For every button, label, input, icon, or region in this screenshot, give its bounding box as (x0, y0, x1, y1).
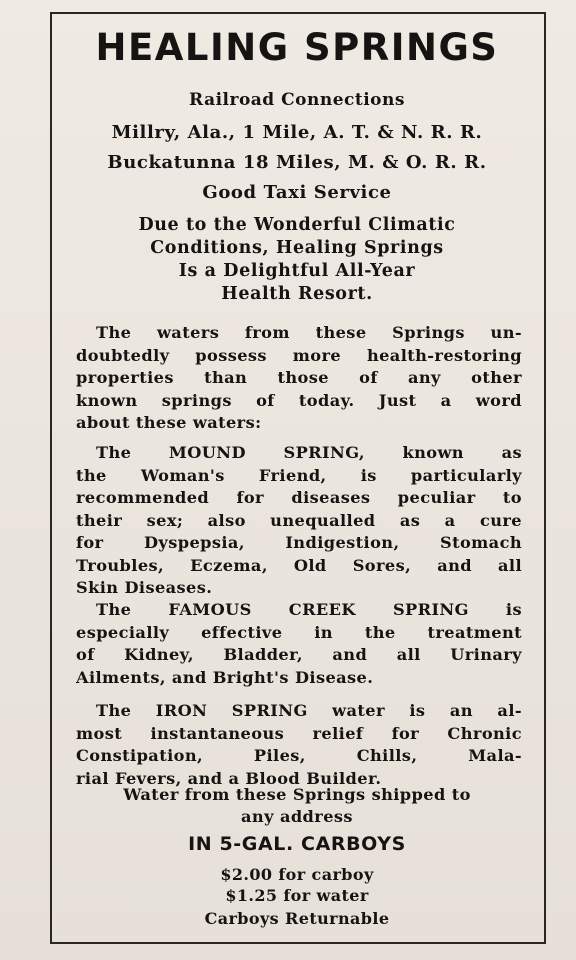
intro-paragraph (76, 322, 522, 435)
text-line: The MOUND SPRING, known as (96, 443, 522, 462)
text-line: Skin Diseases. (76, 578, 213, 597)
connection-line: Good Taxi Service (202, 182, 392, 203)
text-line: properties than those of any other (76, 368, 522, 387)
text-line: Troubles, Eczema, Old Sores, and all (76, 555, 522, 575)
connection-line: Buckatunna 18 Miles, M. & O. R. R. (107, 152, 487, 173)
ad-title: HEALING SPRINGS (95, 26, 499, 69)
text-line: their sex; also unequalled as a cure (76, 510, 522, 530)
text-line: Constipation, Piles, Chills, Mala- (76, 746, 522, 765)
text-line: The IRON SPRING water is an al- (96, 701, 522, 720)
text-line: for Dyspepsia, Indigestion, Stomach (76, 533, 522, 552)
railroad-heading: Railroad Connections (189, 90, 405, 110)
text-line: rial Fevers, and a Blood Builder. (76, 768, 382, 788)
text-line: The FAMOUS CREEK SPRING is (96, 600, 522, 619)
tagline-line: Due to the Wonderful Climatic (138, 215, 456, 235)
mound-spring-paragraph (76, 442, 522, 600)
text-line: Water from these Springs shipped to (123, 785, 471, 804)
text-line: Ailments, and Bright's Disease. (76, 667, 374, 687)
connections-block (66, 118, 528, 208)
tagline-line: Conditions, Healing Springs (150, 238, 444, 258)
tagline-line: Is a Delightful All-Year (178, 261, 416, 281)
returnable-note: Carboys Returnable (204, 909, 390, 928)
price-line: $1.25 for water (225, 886, 369, 905)
text-line: recommended for diseases peculiar to (76, 488, 522, 507)
text-line: The waters from these Springs un- (96, 323, 522, 342)
price-line: $2.00 for carboy (220, 865, 374, 884)
text-line: the Woman's Friend, is particularly (76, 465, 522, 485)
tagline-block (66, 214, 528, 306)
tagline-line: Health Resort. (221, 284, 373, 304)
text-line: most instantaneous relief for Chronic (76, 723, 522, 743)
text-line: of Kidney, Bladder, and all Urinary (76, 645, 522, 664)
creek-spring-paragraph (76, 599, 522, 689)
carboys-heading: IN 5-GAL. CARBOYS (188, 833, 406, 855)
text-line: doubtedly possess more health-restoring (76, 345, 522, 365)
text-line: known springs of today. Just a word (76, 390, 522, 410)
iron-spring-paragraph (76, 700, 522, 790)
connection-line: Millry, Ala., 1 Mile, A. T. & N. R. R. (111, 122, 483, 143)
price-list (66, 864, 528, 906)
text-line: especially effective in the treatment (76, 622, 522, 642)
text-line: about these waters: (76, 413, 262, 432)
text-line: any address (241, 807, 353, 826)
shipping-note (66, 784, 528, 828)
